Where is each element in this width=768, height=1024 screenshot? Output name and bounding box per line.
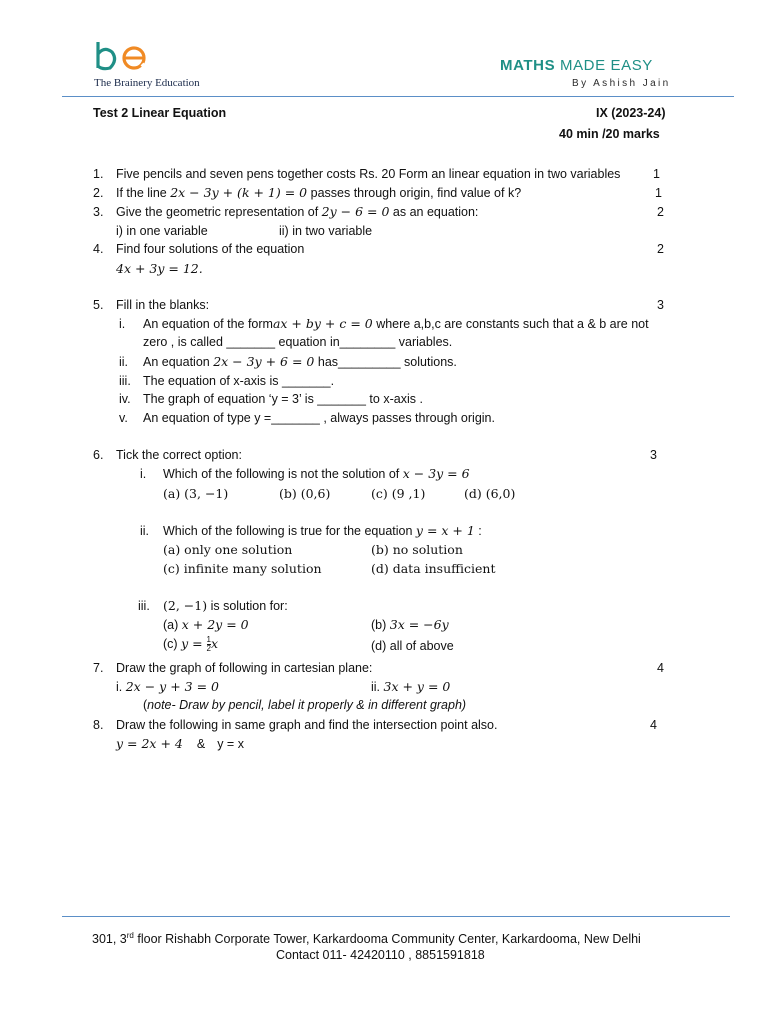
q6-ii-option-c: (c) infinite many solution [163,561,322,576]
q6-iii-b-equation: 3x = −6y [389,617,449,632]
q5-marks: 3 [657,298,664,312]
q5-i-line2: zero , is called _______ equation in________ variables. [143,335,453,349]
test-class: IX (2023-24) [596,106,666,120]
q6-iii-c-label: (c) [163,637,182,651]
q6-ii-option-d: (d) data insufficient [371,561,496,576]
q6-iii-option-a [163,617,249,632]
q8-equation-1: y = 2x + 4 [116,736,183,751]
footer-contact: Contact 011- 42420110 , 8851591818 [276,948,485,962]
q6-i-option-d: (d) (6,0) [464,486,516,501]
q8-equations [116,736,244,751]
q8-marks: 4 [650,718,657,732]
logo [92,38,152,75]
q7-ii-label: ii. [371,680,384,694]
test-duration: 40 min /20 marks [559,127,660,141]
q7-ii-equation: 3x + y = 0 [383,679,451,694]
q6-marks: 3 [650,448,657,462]
q5-iii-number: iii. [119,374,131,388]
q6-iii-c-eq1: y = [181,636,207,651]
q4-equation: 4x + 3y = 12. [116,261,203,276]
q5-i-pre: An equation of the form [143,317,273,331]
q1-number: 1. [93,167,104,181]
q5-ii-pre: An equation [143,355,214,369]
q6-i-option-c: (c) (9 ,1) [371,486,426,501]
q7-marks: 4 [657,661,664,675]
q5-ii-text [143,354,457,369]
footer-address-post: floor Rishabh Corporate Tower, Karkardooma Community Center, Karkardooma, New Delhi [133,932,641,947]
q6-i-option-a: (a) (3, −1) [163,486,229,501]
q7-part-ii [371,679,450,694]
q6-i-number: i. [140,467,147,481]
logo-mark [92,38,152,72]
q6-iii-option-c [163,636,218,653]
q6-ii-equation: y = x + 1 [415,523,475,538]
q5-i-post: where a,b,c are constants such that a & b are not [372,317,649,331]
q6-number: 6. [93,448,104,462]
q6-i-option-b: (b) (0,6) [279,486,331,501]
q7-note-text: note- Draw by pencil, label it properly & in different graph) [147,698,467,712]
q3-option-1: i) in one variable [116,224,208,238]
q3-post: as an equation: [389,205,479,219]
q5-number: 5. [93,298,104,312]
q2-text [116,185,521,200]
q8-equation-2: y = x [217,737,244,751]
q6-ii-option-b: (b) no solution [371,542,463,557]
q5-iv-number: iv. [119,392,131,406]
q6-ii-post: : [474,524,482,538]
q8-ampersand: & [196,737,206,751]
q5-iv-text: The graph of equation ‘y = 3’ is _______ to x-axis . [143,392,423,406]
q2-equation: 2x − 3y + (k + 1) = 0 [170,185,308,200]
q3-option-2: ii) in two variable [279,224,373,238]
q2-pre: If the line [116,186,171,200]
q6-i-text [163,466,470,481]
footer-rule [62,916,730,917]
q8-number: 8. [93,718,104,732]
q6-iii-c-eq2: x [211,636,219,651]
q7-part-i [116,679,219,694]
q3-equation: 2y − 6 = 0 [321,204,390,219]
q5-ii-post: has_________ solutions. [314,355,457,369]
q5-i-equation: ax + by + c = 0 [272,316,373,331]
footer-address [92,931,641,946]
test-title: Test 2 Linear Equation [93,106,227,120]
q2-marks: 1 [655,186,662,200]
q6-iii-point: (2, −1) [163,598,208,613]
q6-iii-a-equation: x + 2y = 0 [181,617,249,632]
q5-v-number: v. [119,411,128,425]
q3-text [116,204,478,219]
footer-address-pre: 301, 3 [92,932,127,947]
q5-ii-number: ii. [119,355,129,369]
q3-marks: 2 [657,205,664,219]
q7-i-label: i. [116,680,126,694]
brand-subtitle: By Ashish Jain [572,78,671,89]
q7-note-open: ( [143,698,148,712]
q6-iii-option-d: (d) all of above [371,639,454,653]
q6-iii-a-label: (a) [163,618,182,632]
q7-text: Draw the graph of following in cartesian plane: [116,661,373,675]
q4-marks: 2 [657,242,664,256]
q6-iii-c-numerator: 1 [206,635,211,645]
q6-iii-text [163,598,288,613]
q6-iii-option-b [371,617,449,632]
q6-i-equation: x − 3y = 6 [402,466,470,481]
q5-i-number: i. [119,317,126,331]
logo-text: The Brainery Education [94,77,200,89]
q8-text: Draw the following in same graph and find the intersection point also. [116,718,498,732]
q2-number: 2. [93,186,104,200]
q6-ii-number: ii. [140,524,150,538]
q6-ii-text [163,523,482,538]
brand-title [500,57,653,74]
q5-i-text [143,316,649,331]
q5-v-text: An equation of type y =_______ , always passes through origin. [143,411,495,425]
q6-ii-option-a: (a) only one solution [163,542,293,557]
q6-text: Tick the correct option: [116,448,242,462]
q7-note [143,698,466,712]
brand-title-bold: MATHS [500,57,556,74]
q3-pre: Give the geometric representation of [116,205,322,219]
q4-number: 4. [93,242,104,256]
q2-post: passes through origin, find value of k? [307,186,522,200]
q3-number: 3. [93,205,104,219]
q6-i-pre: Which of the following is not the solution of [163,467,403,481]
q5-iii-text: The equation of x-axis is _______. [143,374,335,388]
q5-text: Fill in the blanks: [116,298,210,312]
header-rule [62,96,734,97]
q6-ii-pre: Which of the following is true for the equation [163,524,416,538]
brand-title-rest: MADE EASY [555,57,653,74]
q1-marks: 1 [653,167,660,181]
q5-ii-equation: 2x − 3y + 6 = 0 [213,354,315,369]
q6-iii-b-label: (b) [371,618,390,632]
q4-text: Find four solutions of the equation [116,242,305,256]
q7-number: 7. [93,661,104,675]
q6-iii-c-denominator: 2 [206,644,211,654]
q6-iii-post: is solution for: [207,599,288,613]
q7-i-equation: 2x − y + 3 = 0 [125,679,219,694]
footer-address-sup: rd [126,931,134,940]
q6-iii-number: iii. [138,599,150,613]
q1-text: Five pencils and seven pens together costs Rs. 20 Form an linear equation in two variables [116,167,621,181]
